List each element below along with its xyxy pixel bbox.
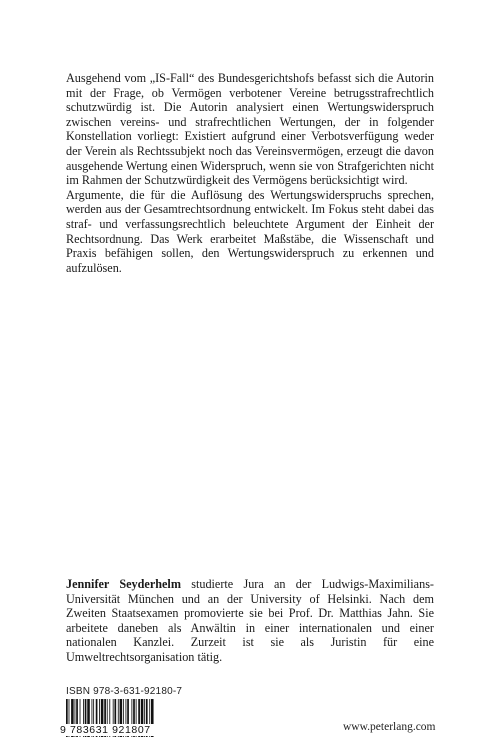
abstract-text [66, 71, 434, 275]
publisher-website: www.peterlang.com [343, 721, 436, 733]
author-name: Jennifer Seyderhelm [66, 577, 181, 591]
abstract-paragraph-1: Ausgehend vom „IS-Fall“ des Bundesgerichtshofs befasst sich die Autorin mit der Frage, ob Vermögen verbotener Vereine betrugsstrafrechtlich schutzwürdig ist. Die Autorin analysiert einen Wertungswiderspruch zwischen vereins- und strafrechtlichen Wertungen, der in folgender Konstellation vorliegt: Existiert aufgrund einer Verbotsverfügung weder der Verein als Rechtssubjekt noch das Vereinsvermögen, erzeugt die davon ausgehende Wertung einen Widerspruch, wenn sie von Strafgerichten nicht im Rahmen der Schutzwürdigkeit des Vermögens berücksichtigt wird. [66, 71, 434, 188]
author-bio [66, 577, 434, 665]
author-bio-text: studierte Jura an der Ludwigs-Maximilians-Universität München und an der University of Helsinki. Nach dem Zweiten Staatsexamen promovierte sie bei Prof. Dr. Matthias Jahn. Sie arbeitete daneben als Anwältin in einer internationalen und einer nationalen Kanzlei. Zurzeit ist sie als Juristin für eine Umweltrechtsorganisation tätig. [66, 577, 434, 664]
barcode-digits: 9 783631 921807 [60, 724, 186, 736]
author-bio-paragraph [66, 577, 434, 665]
abstract-paragraph-2: Argumente, die für die Auflösung des Wertungswiderspruchs sprechen, werden aus der Gesamtrechtsordnung entwickelt. Im Fokus steht dabei das straf- und verfassungsrechtlich beleuchtete Argument der Einheit der Rechtsordnung. Das Werk erarbeitet Maßstäbe, die Wissenschaft und Praxis befähigen sollen, den Wertungswiderspruch zu erkennen und aufzulösen. [66, 187, 434, 275]
isbn-label: ISBN 978-3-631-92180-7 [66, 686, 183, 697]
